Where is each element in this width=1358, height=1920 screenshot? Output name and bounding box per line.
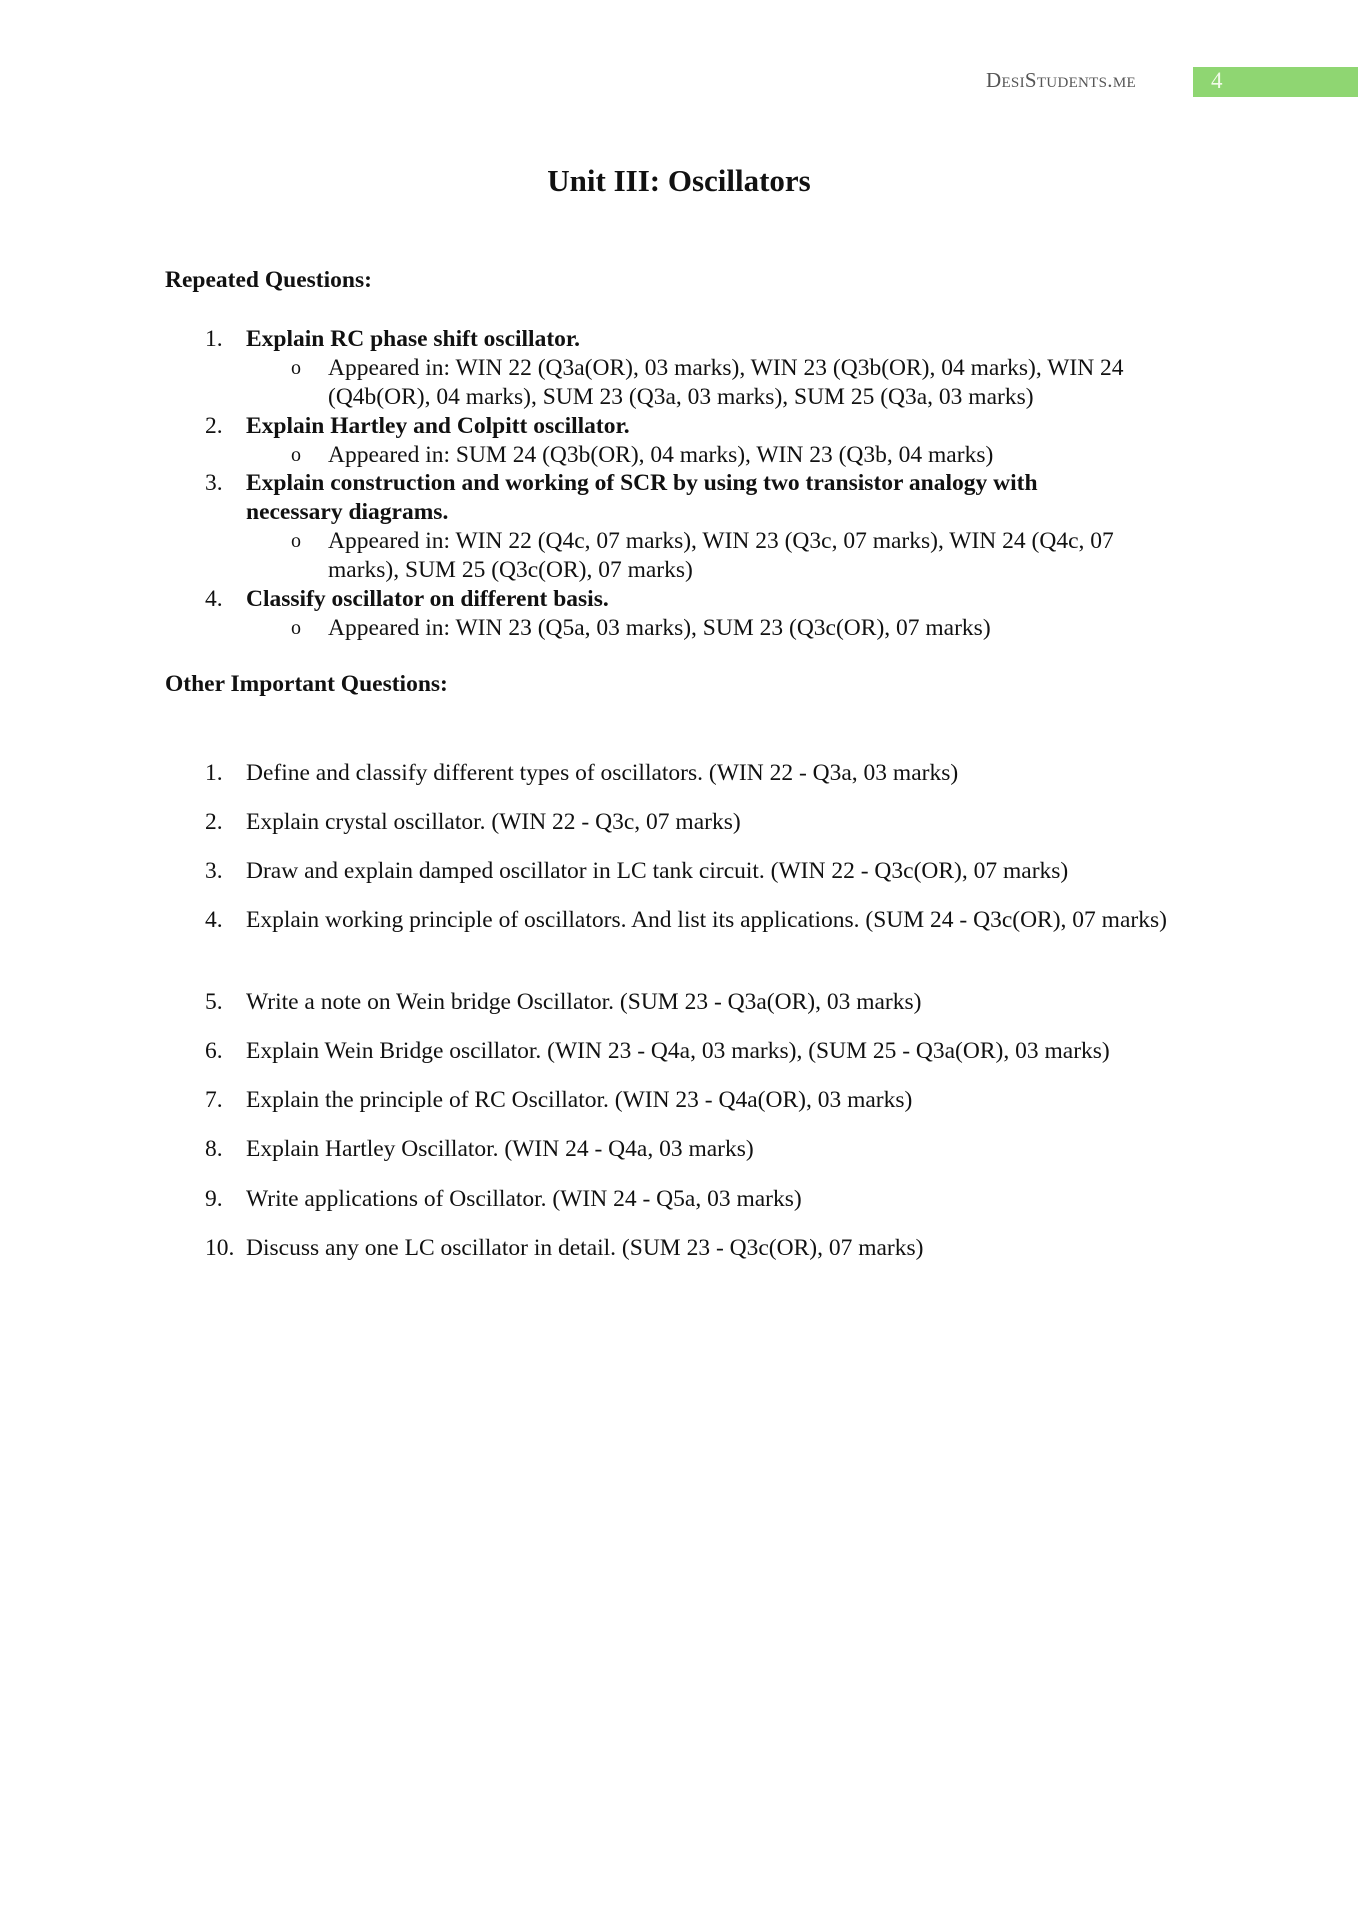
question-text: Classify oscillator on different basis. bbox=[246, 586, 609, 612]
appeared-in-text: Appeared in: SUM 24 (Q3b(OR), 04 marks), WIN 23 (Q3b, 04 marks) bbox=[328, 442, 994, 468]
question-text: Explain Hartley Oscillator. (WIN 24 - Q4a, 03 marks) bbox=[246, 1136, 754, 1162]
question-text: Explain crystal oscillator. (WIN 22 - Q3c, 07 marks) bbox=[246, 809, 741, 835]
page-number: 4 bbox=[1211, 68, 1223, 93]
item-number: 5. bbox=[205, 989, 223, 1015]
question-text: Write a note on Wein bridge Oscillator. (SUM 23 - Q3a(OR), 03 marks) bbox=[246, 989, 922, 1015]
question-text: Explain working principle of oscillators. And list its applications. (SUM 24 - Q3c(OR), 07 marks) bbox=[246, 907, 1167, 933]
item-number: 3. bbox=[205, 470, 223, 496]
question-text: Draw and explain damped oscillator in LC tank circuit. (WIN 22 - Q3c(OR), 07 marks) bbox=[246, 858, 1069, 884]
item-number: 1. bbox=[205, 760, 223, 786]
item-number: 10. bbox=[205, 1235, 235, 1261]
item-number: 4. bbox=[205, 586, 223, 612]
page-title: Unit III: Oscillators bbox=[547, 163, 811, 198]
bullet-icon: o bbox=[291, 444, 301, 466]
appeared-in-text: Appeared in: WIN 23 (Q5a, 03 marks), SUM 23 (Q3c(OR), 07 marks) bbox=[328, 615, 991, 641]
question-text: Explain the principle of RC Oscillator. (WIN 23 - Q4a(OR), 03 marks) bbox=[246, 1087, 913, 1113]
item-number: 1. bbox=[205, 326, 223, 352]
appeared-in-text: Appeared in: WIN 22 (Q3a(OR), 03 marks), WIN 23 (Q3b(OR), 04 marks), WIN 24 (Q4b(OR), 04 marks), SUM 23 (Q3a, 03 marks), SUM 25 (Q3a, 03 marks) bbox=[328, 355, 1124, 410]
item-number: 2. bbox=[205, 809, 223, 835]
appeared-in-text: Appeared in: WIN 22 (Q4c, 07 marks), WIN 23 (Q3c, 07 marks), WIN 24 (Q4c, 07 marks), SUM 25 (Q3c(OR), 07 marks) bbox=[328, 528, 1114, 583]
item-number: 4. bbox=[205, 907, 223, 933]
site-name: DesiStudents.me bbox=[986, 68, 1136, 92]
item-number: 6. bbox=[205, 1038, 223, 1064]
question-text: Explain Hartley and Colpitt oscillator. bbox=[246, 413, 630, 439]
item-number: 3. bbox=[205, 858, 223, 884]
question-text: Write applications of Oscillator. (WIN 24 - Q5a, 03 marks) bbox=[246, 1186, 802, 1212]
bullet-icon: o bbox=[291, 357, 301, 379]
question-text: Explain Wein Bridge oscillator. (WIN 23 - Q4a, 03 marks), (SUM 25 - Q3a(OR), 03 marks) bbox=[246, 1038, 1110, 1064]
item-number: 9. bbox=[205, 1186, 223, 1212]
page-number-badge bbox=[1193, 67, 1358, 97]
repeated-heading: Repeated Questions: bbox=[165, 267, 372, 293]
question-text: Define and classify different types of oscillators. (WIN 22 - Q3a, 03 marks) bbox=[246, 760, 959, 786]
question-text: Explain RC phase shift oscillator. bbox=[246, 326, 581, 352]
other-heading: Other Important Questions: bbox=[165, 671, 448, 697]
item-number: 8. bbox=[205, 1136, 223, 1162]
bullet-icon: o bbox=[291, 617, 301, 639]
question-text: Discuss any one LC oscillator in detail. (SUM 23 - Q3c(OR), 07 marks) bbox=[246, 1235, 924, 1261]
item-number: 7. bbox=[205, 1087, 223, 1113]
question-text: Explain construction and working of SCR by using two transistor analogy with necessary diagrams. bbox=[246, 470, 1038, 525]
bullet-icon: o bbox=[291, 530, 301, 552]
item-number: 2. bbox=[205, 413, 223, 439]
